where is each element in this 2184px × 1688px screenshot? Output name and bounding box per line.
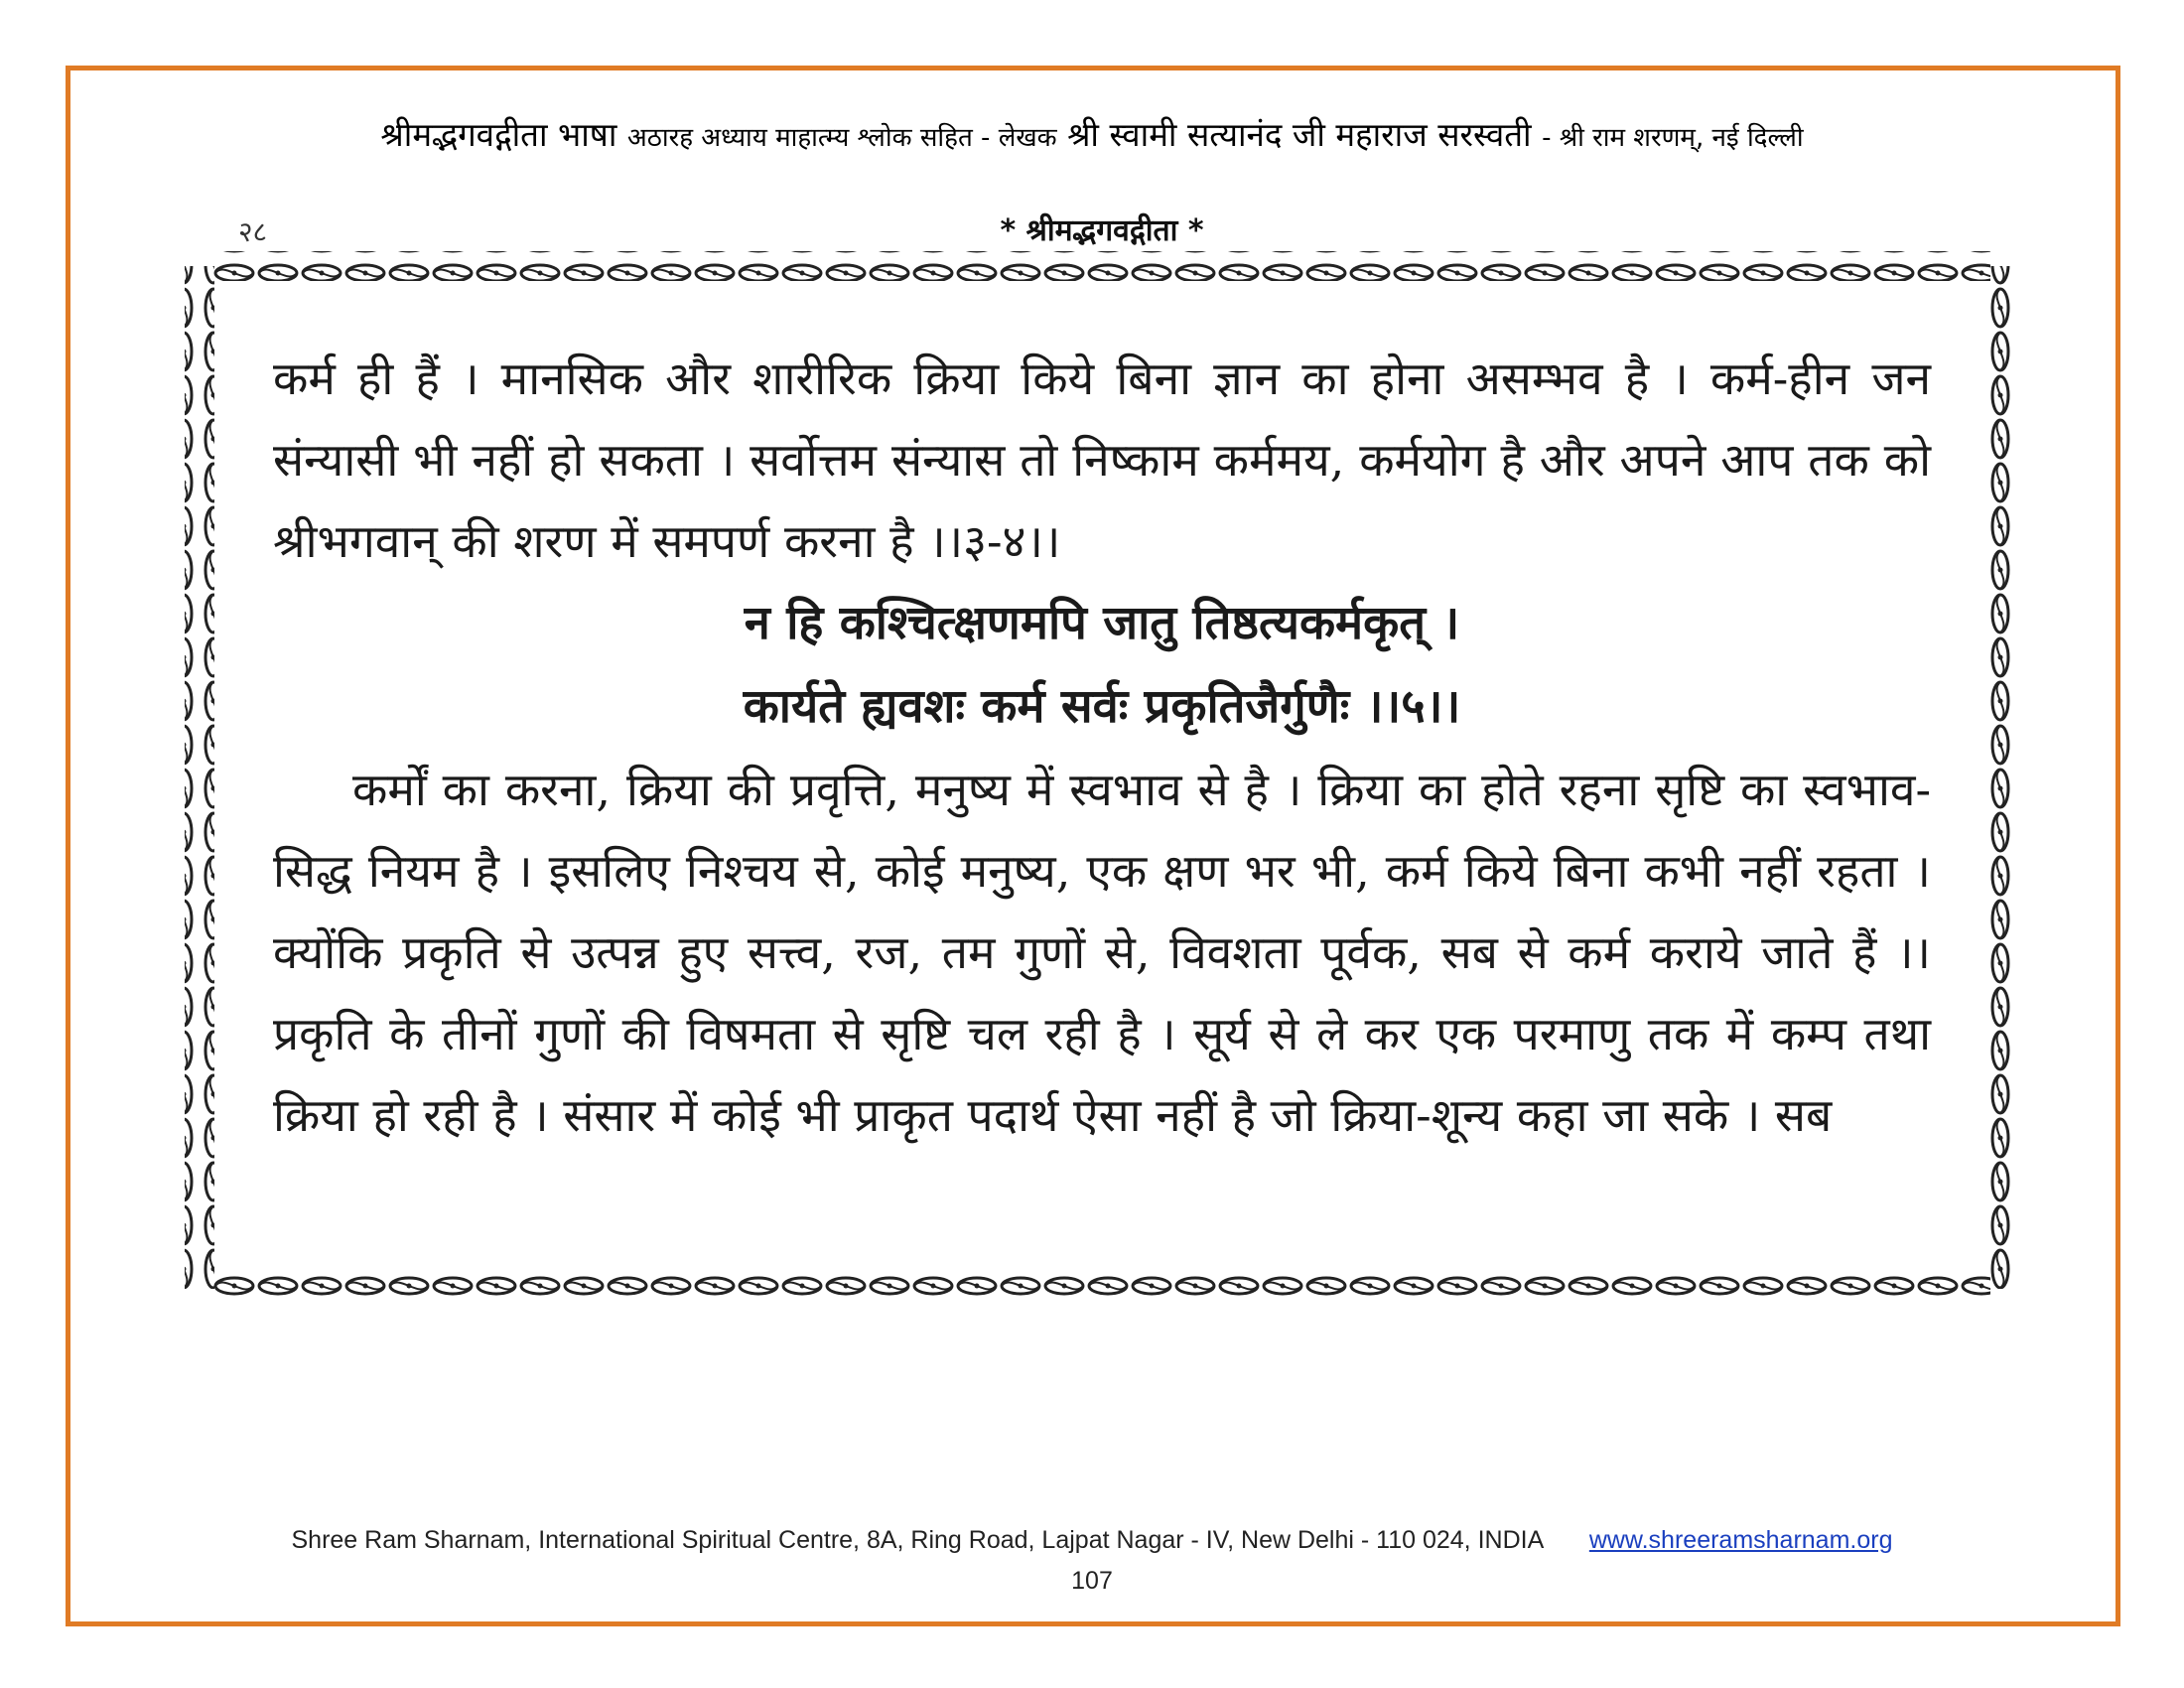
running-head: * श्रीमद्भगवद्गीता *: [1000, 213, 1204, 248]
header-publisher: - श्री राम शरणम्, नई दिल्ली: [1542, 123, 1804, 153]
scan-page-number: २८: [238, 215, 268, 248]
paragraph-2: कर्मों का करना, क्रिया की प्रवृत्ति, मनुष्य में स्वभाव से है । क्रिया का होते रहना सृष्टि का स्वभाव-सिद्ध नियम है । इसलिए निश्चय से, कोई मनुष्य, एक क्षण भर भी, कर्म किये बिना कभी नहीं रहता । क्योंकि प्रकृति से उत्पन्न हुए सत्त्व, रज, तम गुणों से, विवशता पूर्वक, सब से कर्म कराये जाते हैं ।। प्रकृति के तीनों गुणों की विषमता से सृष्टि चल रही है । सूर्य से ले कर एक परमाणु तक में कम्प तथा क्रिया हो रही है । संसार में कोई भी प्राकृत पदार्थ ऐसा नहीं है जो क्रिया-शून्य कहा जा सके । सब: [273, 763, 1931, 1142]
header-author: श्री स्वामी सत्यानंद जी महाराज सरस्वती: [1067, 115, 1532, 154]
border-right: [1990, 266, 2020, 1289]
website-link[interactable]: www.shreeramsharnam.org: [1588, 1526, 1893, 1554]
border-left: [185, 266, 214, 1289]
header-line: [0, 111, 2184, 156]
verse-line-2: कार्यते ह्यवशः कर्म सर्वः प्रकृतिजैर्गुणैः ।।५।।: [743, 679, 1461, 734]
footer-address: Shree Ram Sharnam, International Spiritual Centre, 8A, Ring Road, Lajpat Nagar - IV, New Delhi - 110 024, INDIA: [291, 1526, 1543, 1554]
body-text: [273, 338, 1931, 1156]
header-title: श्रीमद्भगवद्गीता भाषा: [380, 115, 617, 154]
footer-page-number: 107: [1071, 1567, 1113, 1595]
border-bottom: [213, 1266, 1990, 1296]
header-subtitle: अठारह अध्याय माहात्म्य श्लोक सहित - लेखक: [626, 123, 1057, 153]
paragraph-1: कर्म ही हैं । मानसिक और शारीरिक क्रिया किये बिना ज्ञान का होना असम्भव है । कर्म-हीन जन संन्यासी भी नहीं हो सकता । सर्वोत्तम संन्यास तो निष्काम कर्ममय, कर्मयोग है और अपने आप तक को श्रीभगवान् की शरण में समपर्ण करना है ।।३-४।।: [273, 352, 1931, 568]
footer: [0, 1526, 2184, 1555]
scanned-page: [169, 199, 2035, 1331]
verse: [273, 582, 1931, 749]
verse-line-1: न हि कश्चित्क्षणमपि जातु तिष्ठत्यकर्मकृत् ।: [744, 596, 1460, 650]
border-top: [213, 251, 1990, 281]
